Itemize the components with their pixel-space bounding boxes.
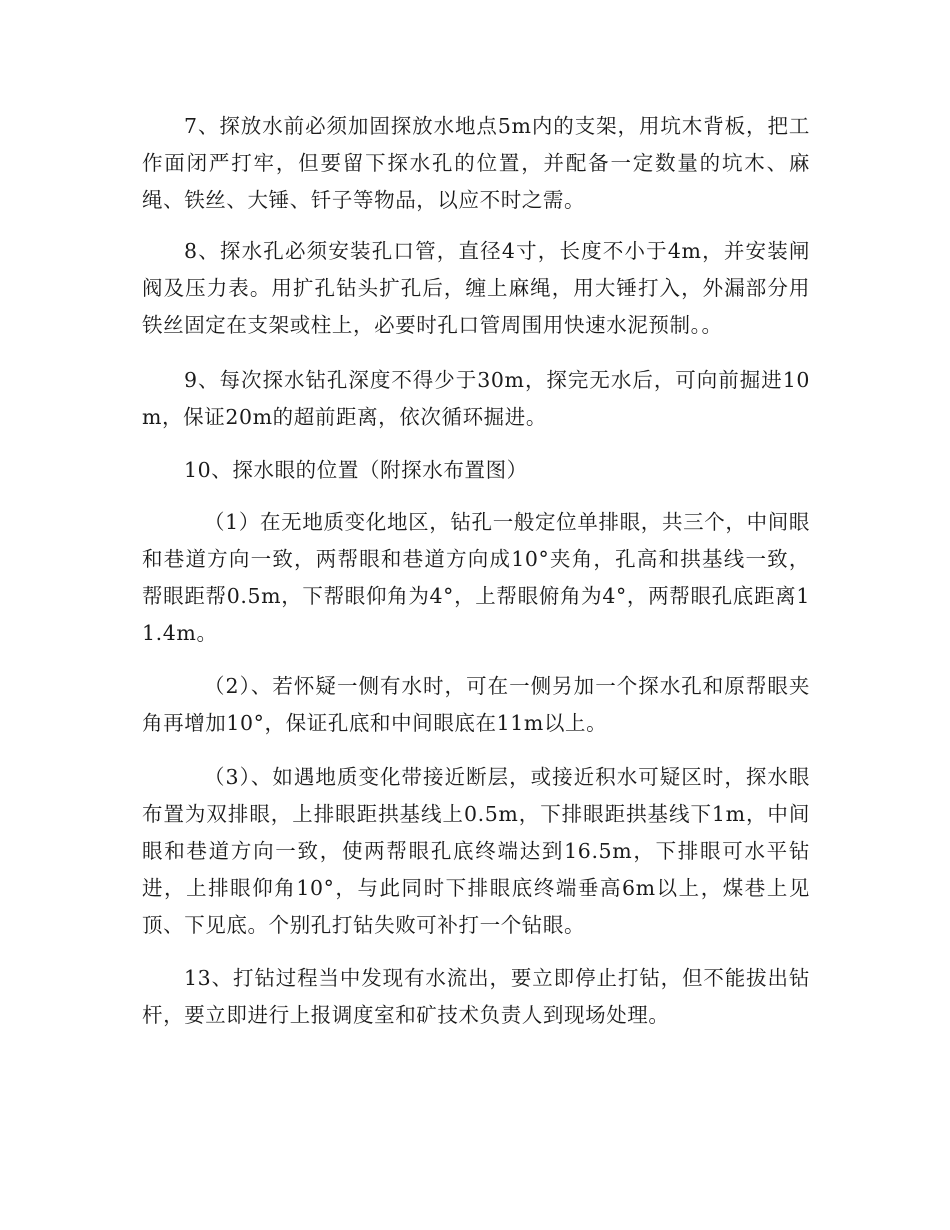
- paragraph-item-10-heading: 10、探水眼的位置（附探水布置图）: [184, 458, 528, 482]
- paragraph-subitem-2: （2）、若怀疑一侧有水时，可在一侧另加一个探水孔和原帮眼夹角再增加10°，保证孔底和中间眼底在11m以上。: [142, 674, 810, 735]
- paragraph-subitem-1: （1）在无地质变化地区，钻孔一般定位单排眼，共三个，中间眼和巷道方向一致，两帮眼和巷道方向成10°夹角，孔高和拱基线一致，帮眼距帮0.5m，下帮眼仰角为4°，上帮眼俯角为4°，两帮眼孔底距离11.4m。: [142, 510, 810, 645]
- paragraph-item-13: 13、打钻过程当中发现有水流出，要立即停止打钻，但不能拔出钻杆，要立即进行上报调度室和矿技术负责人到现场处理。: [142, 966, 810, 1027]
- paragraph-item-7: 7、探放水前必须加固探放水地点5m内的支架，用坑木背板，把工作面闭严打牢，但要留下探水孔的位置，并配备一定数量的坑木、麻绳、铁丝、大锤、钎子等物品，以应不时之需。: [142, 114, 810, 212]
- paragraph-subitem-3: （3）、如遇地质变化带接近断层，或接近积水可疑区时，探水眼布置为双排眼，上排眼距拱基线上0.5m，下排眼距拱基线下1m，中间眼和巷道方向一致，使两帮眼孔底终端达到16.5m，下排眼可水平钻进，上排眼仰角10°，与此同时下排眼底终端垂高6m以上，煤巷上见顶、下见底。个别孔打钻失败可补打一个钻眼。: [142, 765, 810, 937]
- paragraph-item-8: 8、探水孔必须安装孔口管，直径4寸，长度不小于4m，并安装闸阀及压力表。用扩孔钻头扩孔后，缠上麻绳，用大锤打入，外漏部分用铁丝固定在支架或柱上，必要时孔口管周围用快速水泥预制。。: [142, 239, 810, 337]
- paragraph-item-9: 9、每次探水钻孔深度不得少于30m，探完无水后，可向前掘进10m，保证20m的超前距离，依次循环掘进。: [142, 368, 810, 429]
